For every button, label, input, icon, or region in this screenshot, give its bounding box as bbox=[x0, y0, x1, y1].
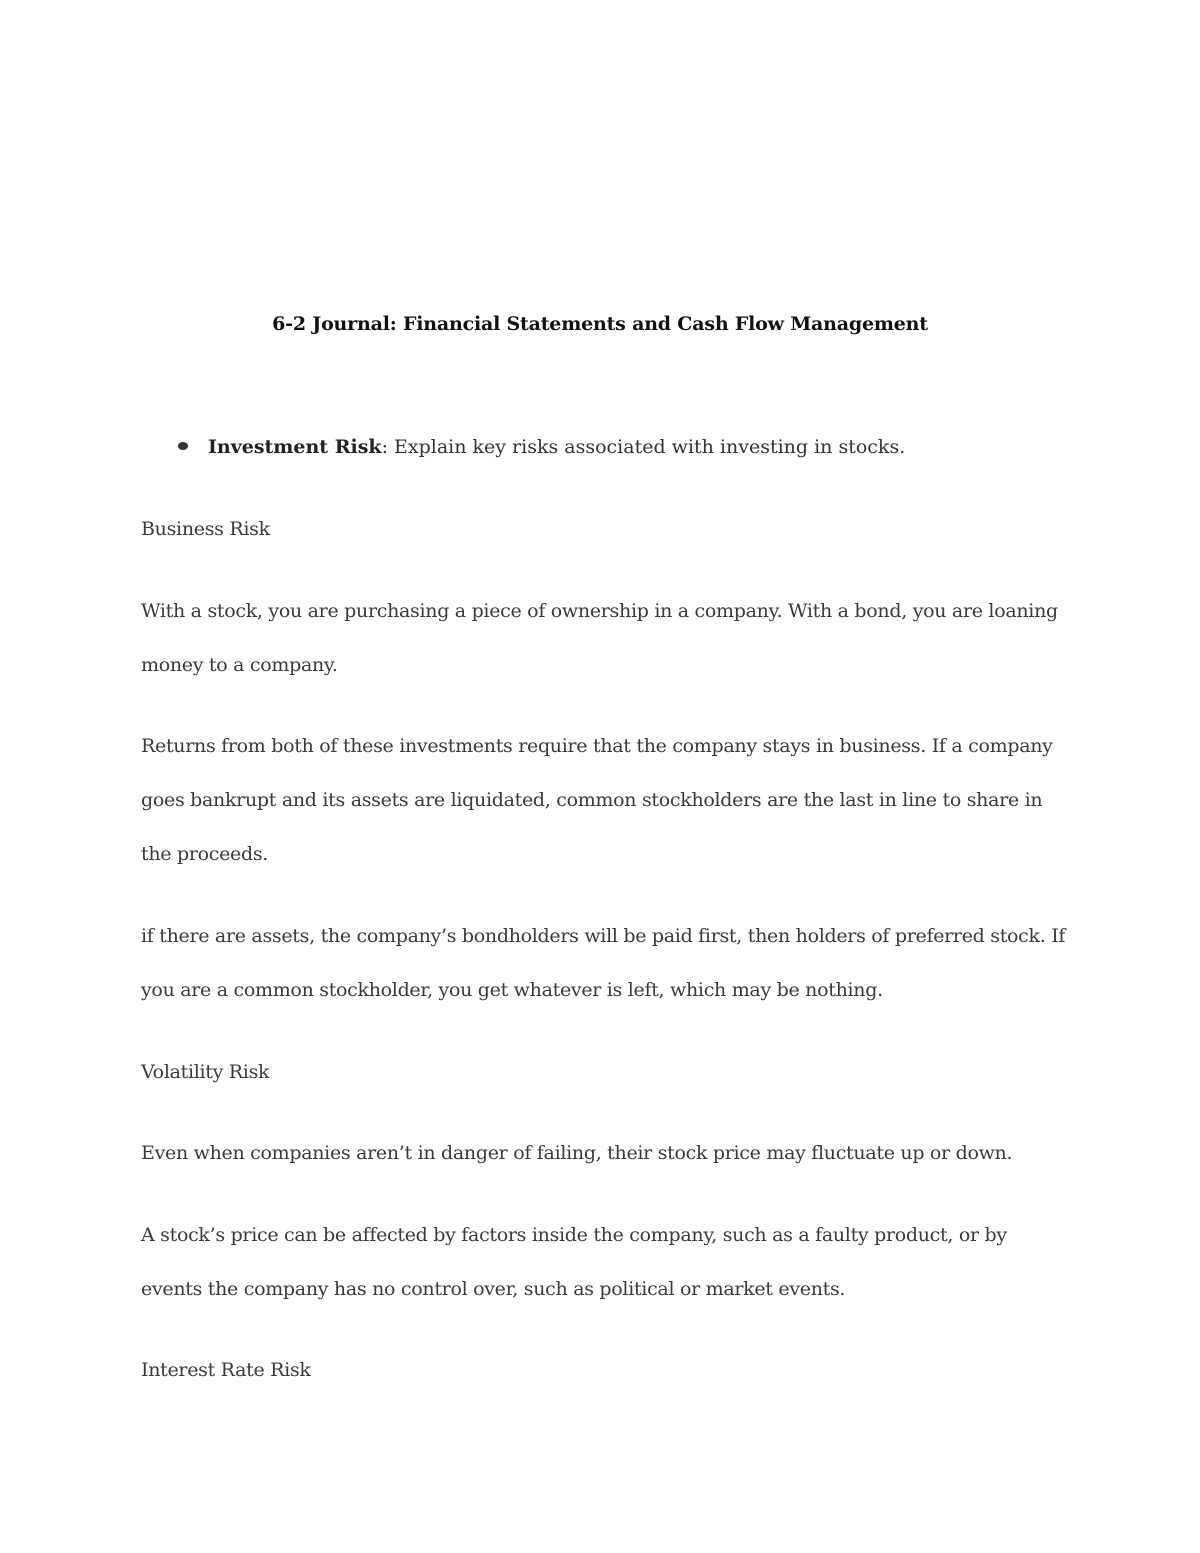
paragraph-stock-vs-bond: With a stock, you are purchasing a piece of ownership in a company. With a bond, you are loaning money to a company. bbox=[141, 600, 1058, 676]
paragraph-assets: if there are assets, the company’s bondholders will be paid first, then holders of preferred stock. If you are a common stockholder, you get whatever is left, which may be nothing. bbox=[141, 925, 1066, 1001]
section-heading-business-risk: Business Risk bbox=[141, 518, 270, 540]
paragraph-price-factors: A stock’s price can be affected by factors inside the company, such as a faulty product, or by events the company has no control over, such as political or market events. bbox=[141, 1224, 1007, 1300]
section-heading-interest-rate-risk: Interest Rate Risk bbox=[141, 1359, 311, 1381]
paragraph-price-fluctuation: Even when companies aren’t in danger of failing, their stock price may fluctuate up or down. bbox=[141, 1142, 1013, 1164]
bullet-icon bbox=[178, 442, 188, 450]
section-heading-volatility-risk: Volatility Risk bbox=[141, 1061, 270, 1083]
document-title: 6-2 Journal: Financial Statements and Cash Flow Management bbox=[272, 313, 928, 335]
bullet-item-investment-risk bbox=[178, 434, 1078, 460]
bullet-term: Investment Risk bbox=[208, 436, 382, 458]
bullet-text: : Explain key risks associated with investing in stocks. bbox=[381, 436, 906, 458]
paragraph-returns: Returns from both of these investments require that the company stays in business. If a company goes bankrupt and its assets are liquidated, common stockholders are the last in line to share in the proceeds. bbox=[141, 735, 1053, 865]
